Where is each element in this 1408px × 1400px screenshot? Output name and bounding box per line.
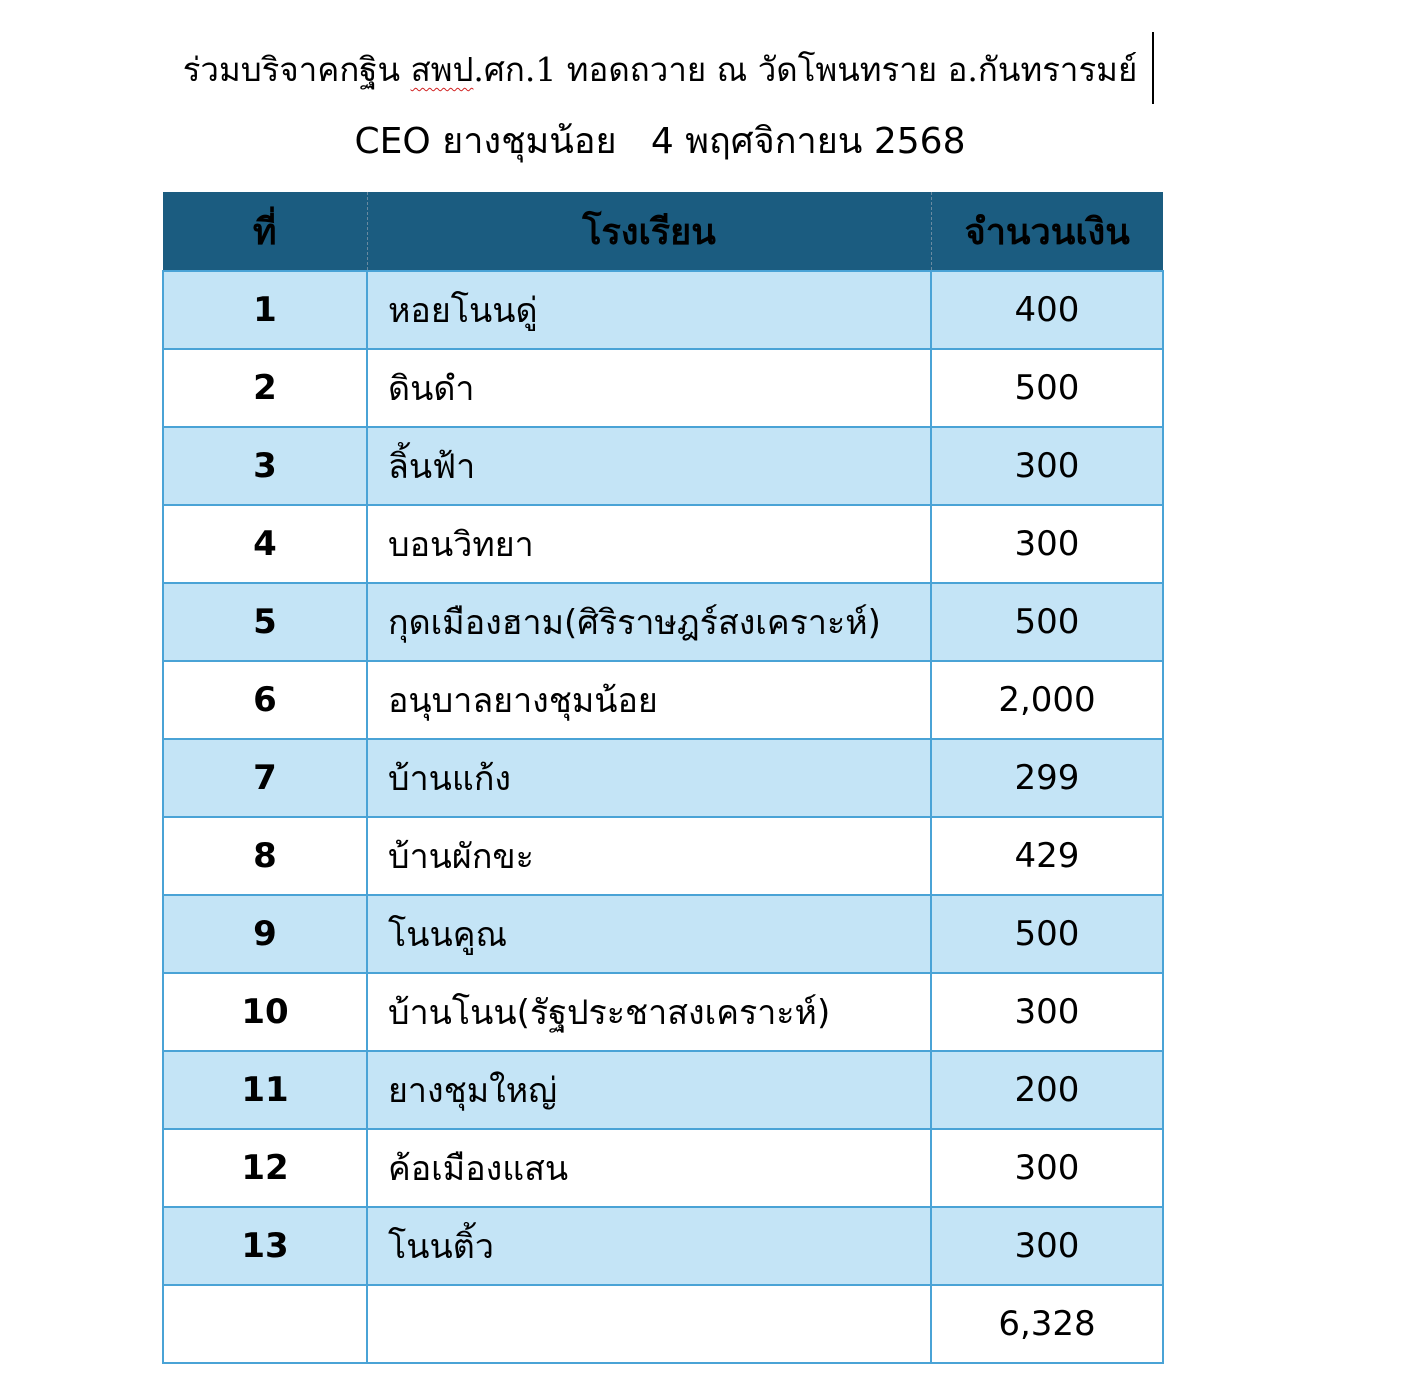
cell-school: ลิ้นฟ้า <box>367 427 931 505</box>
cell-school: บ้านโนน(รัฐประชาสงเคราะห์) <box>367 973 931 1051</box>
header-amount: จำนวนเงิน <box>931 192 1163 271</box>
total-row <box>163 1285 1163 1363</box>
cell-amount: 300 <box>931 1207 1163 1285</box>
total-no-cell <box>163 1285 367 1363</box>
cell-amount: 400 <box>931 271 1163 349</box>
cell-school: บ้านแก้ง <box>367 739 931 817</box>
cell-no: 13 <box>163 1207 367 1285</box>
title-line1-part1: ร่วมบริจาคกฐิน <box>182 50 411 89</box>
cell-no: 8 <box>163 817 367 895</box>
cell-no: 9 <box>163 895 367 973</box>
total-school-cell <box>367 1285 931 1363</box>
title-line1-part2: .ศก.1 ทอดถวาย ณ วัดโพนทราย อ.กันทรารมย์ <box>473 50 1138 89</box>
cell-amount: 300 <box>931 1129 1163 1207</box>
cell-amount: 299 <box>931 739 1163 817</box>
cell-school: บ้านผักขะ <box>367 817 931 895</box>
table-row <box>163 817 1163 895</box>
cell-school: บอนวิทยา <box>367 505 931 583</box>
document-subtitle: CEO ยางชุมน้อย 4 พฤศจิกายน 2568 <box>354 121 966 162</box>
table-header-row <box>163 192 1163 271</box>
cell-no: 3 <box>163 427 367 505</box>
cell-school: ยางชุมใหญ่ <box>367 1051 931 1129</box>
text-cursor <box>1152 32 1154 104</box>
cell-no: 2 <box>163 349 367 427</box>
table-row <box>163 895 1163 973</box>
cell-school: ดินดำ <box>367 349 931 427</box>
cell-no: 6 <box>163 661 367 739</box>
cell-no: 5 <box>163 583 367 661</box>
cell-amount: 500 <box>931 895 1163 973</box>
table-row <box>163 739 1163 817</box>
title-line1-marked-word: สพป <box>410 50 474 89</box>
cell-amount: 300 <box>931 973 1163 1051</box>
table-row <box>163 973 1163 1051</box>
total-amount: 6,328 <box>931 1285 1163 1363</box>
cell-school: อนุบาลยางชุมน้อย <box>367 661 931 739</box>
cell-amount: 2,000 <box>931 661 1163 739</box>
table-row <box>163 661 1163 739</box>
cell-school: โนนคูณ <box>367 895 931 973</box>
header-no: ที่ <box>163 192 367 271</box>
table-row <box>163 1207 1163 1285</box>
cell-amount: 500 <box>931 583 1163 661</box>
cell-school: หอยโนนดู่ <box>367 271 931 349</box>
cell-school: กุดเมืองฮาม(ศิริราษฎร์สงเคราะห์) <box>367 583 931 661</box>
cell-school: ค้อเมืองแสน <box>367 1129 931 1207</box>
cell-amount: 300 <box>931 505 1163 583</box>
cell-amount: 200 <box>931 1051 1163 1129</box>
cell-no: 7 <box>163 739 367 817</box>
cell-school: โนนติ้ว <box>367 1207 931 1285</box>
cell-no: 1 <box>163 271 367 349</box>
table-row <box>163 583 1163 661</box>
document-title <box>160 40 1160 100</box>
table-row <box>163 505 1163 583</box>
cell-no: 10 <box>163 973 367 1051</box>
cell-amount: 429 <box>931 817 1163 895</box>
table-body <box>163 271 1163 1363</box>
cell-no: 11 <box>163 1051 367 1129</box>
cell-no: 4 <box>163 505 367 583</box>
cell-no: 12 <box>163 1129 367 1207</box>
table-row <box>163 349 1163 427</box>
cell-amount: 500 <box>931 349 1163 427</box>
table-row <box>163 1051 1163 1129</box>
header-school: โรงเรียน <box>367 192 931 271</box>
table-row <box>163 271 1163 349</box>
cell-amount: 300 <box>931 427 1163 505</box>
donation-table <box>162 192 1164 1364</box>
table-row <box>163 427 1163 505</box>
table-row <box>163 1129 1163 1207</box>
